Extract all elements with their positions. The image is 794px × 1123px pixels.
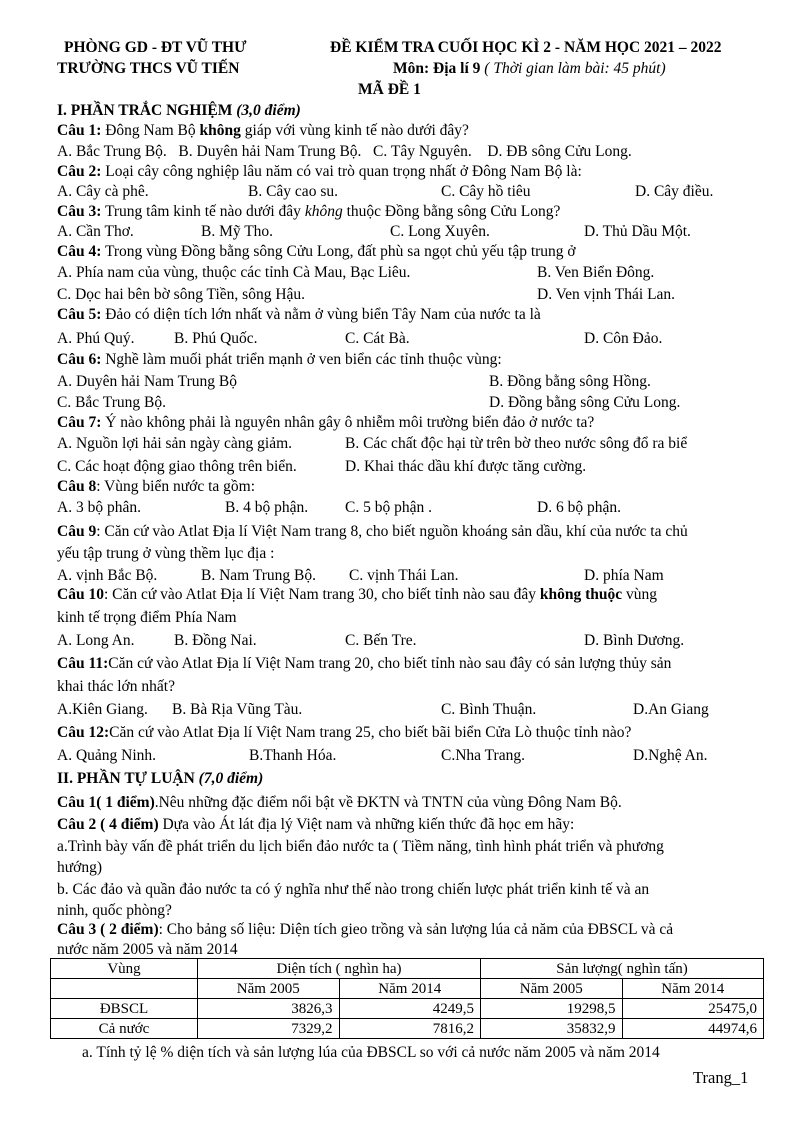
question-text: vùng	[622, 586, 658, 603]
option-a: A. Long An.	[57, 632, 135, 649]
essay-3a: a. Tính tỷ lệ % diện tích và sản lượng lúa của ĐBSCL so với cả nước năm 2005 và năm 2014	[82, 1044, 660, 1061]
question-text: Đông Nam Bộ	[101, 122, 200, 139]
part2-points: (7,0 điểm)	[194, 770, 264, 787]
question-label: Câu 10	[57, 586, 104, 603]
table-header-region: Vùng	[51, 959, 198, 979]
part1-heading	[57, 101, 301, 121]
question-text: : Vùng biển nước ta gồm:	[96, 478, 256, 495]
department-name: PHÒNG GD - ĐT VŨ THƯ	[64, 39, 247, 56]
question-11-cont: khai thác lớn nhất?	[57, 678, 175, 695]
question-2	[57, 162, 582, 182]
essay-3-cont: nước năm 2005 và năm 2014	[57, 941, 238, 958]
option-c: C. Bắc Trung Bộ.	[57, 394, 166, 411]
exam-title: ĐỀ KIỂM TRA CUỐI HỌC KÌ 2 - NĂM HỌC 2021 – 2022	[330, 39, 722, 56]
question-label: Câu 12:	[57, 724, 110, 741]
option-c: C. Bình Thuận.	[441, 701, 537, 718]
option-d: D. Đồng bằng sông Cửu Long.	[489, 394, 681, 411]
question-label: Câu 7:	[57, 414, 102, 431]
exam-code: MÃ ĐỀ 1	[358, 81, 421, 98]
question-text: Đảo có diện tích lớn nhất và nằm ở vùng biển Tây Nam của nước ta là	[101, 306, 541, 323]
question-6	[57, 350, 502, 370]
table-header-year: Năm 2014	[339, 979, 481, 999]
page-number: Trang_1	[693, 1068, 749, 1087]
option-d: D. Côn Đảo.	[584, 330, 663, 347]
table-header-output: Sản lượng( nghìn tấn)	[481, 959, 764, 979]
option-c: C. Các hoạt động giao thông trên biển.	[57, 458, 297, 475]
question-label: Câu 2:	[57, 163, 102, 180]
table-row-name: Cả nước	[51, 1019, 198, 1039]
question-text: : Căn cứ vào Atlat Địa lí Việt Nam trang 30, cho biết tỉnh nào sau đây	[103, 586, 540, 603]
data-table	[50, 958, 764, 1039]
question-emphasis: không	[304, 203, 343, 220]
question-text: giáp với vùng kinh tế nào dưới đây?	[240, 122, 469, 139]
option-b: B. Các chất độc hại từ trên bờ theo nước sông đổ ra biể	[345, 435, 688, 452]
option-c: C. Cát Bà.	[345, 330, 410, 347]
question-text: Trong vùng Đồng bằng sông Cửu Long, đất phù sa ngọt chủ yếu tập trung ở	[101, 243, 576, 260]
question-12	[57, 723, 631, 743]
table-cell: 3826,3	[198, 999, 340, 1019]
table-cell: 44974,6	[622, 1019, 764, 1039]
option-a: A. Nguồn lợi hải sản ngày càng giảm.	[57, 435, 293, 452]
question-label: Câu 11:	[57, 655, 109, 672]
option-a: A. Phú Quý.	[57, 330, 135, 347]
table-row-name: ĐBSCL	[51, 999, 198, 1019]
question-9-cont: yếu tập trung ở vùng thềm lục địa :	[57, 545, 275, 562]
option-a: A. vịnh Bắc Bộ.	[57, 567, 158, 584]
question-text: Trung tâm kinh tế nào dưới đây	[101, 203, 305, 220]
question-7	[57, 413, 594, 433]
part1-points: (3,0 điểm)	[232, 102, 301, 119]
school-name: TRƯỜNG THCS VŨ TIẾN	[57, 60, 240, 77]
option-c: C. vịnh Thái Lan.	[349, 567, 459, 584]
question-9	[57, 522, 688, 542]
table-header-area: Diện tích ( nghìn ha)	[198, 959, 481, 979]
option-b: B. Đồng Nai.	[174, 632, 257, 649]
question-5	[57, 305, 541, 325]
option-a: A. Cần Thơ.	[57, 223, 134, 240]
question-text: Loại cây công nghiệp lâu năm có vai trò quan trọng nhất ở Đông Nam Bộ là:	[101, 163, 582, 180]
table-cell: 19298,5	[481, 999, 623, 1019]
table-header-year: Năm 2014	[622, 979, 764, 999]
option-b: B. Ven Biển Đông.	[537, 264, 655, 281]
option-b: B. Mỹ Tho.	[201, 223, 274, 240]
question-label: Câu 9	[57, 523, 97, 540]
option-c: C. Dọc hai bên bờ sông Tiền, sông Hậu.	[57, 286, 306, 303]
table-cell-empty	[51, 979, 198, 999]
subject: Môn: Địa lí 9	[393, 60, 481, 77]
option-b: B. Nam Trung Bộ.	[201, 567, 316, 584]
option-a: A.Kiên Giang.	[57, 701, 148, 718]
essay-label: Câu 1( 1 điểm)	[57, 794, 155, 811]
option-b: B.Thanh Hóa.	[249, 747, 337, 764]
option-d: D. Thủ Dầu Một.	[584, 223, 691, 240]
essay-2	[57, 815, 574, 835]
option-a: A. Cây cà phê.	[57, 183, 149, 200]
part2-title: II. PHẦN TỰ LUẬN	[57, 770, 195, 787]
table-header-year: Năm 2005	[198, 979, 340, 999]
option-d: D. Khai thác dầu khí được tăng cường.	[345, 458, 587, 475]
option-c: C. Cây hồ tiêu	[441, 183, 531, 200]
duration: ( Thời gian làm bài: 45 phút)	[480, 60, 666, 77]
table-cell: 25475,0	[622, 999, 764, 1019]
question-8	[57, 477, 255, 497]
table-row	[51, 1019, 764, 1039]
subject-line	[393, 59, 666, 79]
option-a: A. Quảng Ninh.	[57, 747, 157, 764]
question-text: Nghề làm muối phát triển mạnh ở ven biển các tỉnh thuộc vùng:	[101, 351, 502, 368]
part1-title: I. PHẦN TRẮC NGHIỆM	[57, 102, 233, 119]
question-10	[57, 585, 757, 605]
essay-text: .Nêu những đặc điểm nổi bật về ĐKTN và TNTN của vùng Đông Nam Bộ.	[154, 794, 622, 811]
part2-heading	[57, 769, 263, 789]
option-a: A. 3 bộ phân.	[57, 499, 141, 516]
question-label: Câu 6:	[57, 351, 102, 368]
option-d: D.An Giang	[633, 701, 709, 718]
option-a: A. Phía nam của vùng, thuộc các tỉnh Cà Mau, Bạc Liêu.	[57, 264, 411, 281]
question-label: Câu 4:	[57, 243, 102, 260]
option-d: D. phía Nam	[584, 567, 664, 584]
question-emphasis: không thuộc	[539, 586, 623, 603]
table-header-year: Năm 2005	[481, 979, 623, 999]
option-b: B. 4 bộ phận.	[225, 499, 309, 516]
option-b: B. Phú Quốc.	[174, 330, 258, 347]
option-d: D.Nghệ An.	[633, 747, 708, 764]
table-row	[51, 999, 764, 1019]
essay-2a-cont: hướng)	[57, 859, 103, 876]
question-emphasis: không	[199, 122, 241, 139]
option-c: C. Bến Tre.	[345, 632, 417, 649]
essay-1	[57, 793, 622, 813]
question-4	[57, 242, 576, 262]
question-11	[57, 654, 671, 674]
option-a: A. Duyên hải Nam Trung Bộ	[57, 373, 237, 390]
question-text: Ý nào không phải là nguyên nhân gây ô nhiễm môi trường biển đảo ở nước ta?	[101, 414, 595, 431]
option-c: C.Nha Trang.	[441, 747, 525, 764]
essay-text: Dựa vào Át lát địa lý Việt nam và những kiến thức đã học em hãy:	[158, 816, 575, 833]
table-cell: 4249,5	[339, 999, 481, 1019]
question-3	[57, 202, 560, 222]
option-c: C. Long Xuyên.	[390, 223, 490, 240]
option-b: B. Bà Rịa Vũng Tàu.	[172, 701, 303, 718]
option-d: D. 6 bộ phận.	[537, 499, 621, 516]
question-text: : Căn cứ vào Atlat Địa lí Việt Nam trang 8, cho biết nguồn khoáng sản dầu, khí của nước ta chủ	[96, 523, 688, 540]
question-text: thuộc Đồng bằng sông Cửu Long?	[342, 203, 561, 220]
essay-2a: a.Trình bày vấn đề phát triển du lịch biển đảo nước ta ( Tiềm năng, tình hình phát triển và phương	[57, 838, 664, 855]
table-cell: 35832,9	[481, 1019, 623, 1039]
question-text: Căn cứ vào Atlat Địa lí Việt Nam trang 25, cho biết bãi biển Cửa Lò thuộc tỉnh nào?	[109, 724, 632, 741]
question-label: Câu 3:	[57, 203, 102, 220]
option-d: D. Cây điều.	[635, 183, 714, 200]
option-b: B. Cây cao su.	[248, 183, 338, 200]
option-c: C. 5 bộ phận .	[345, 499, 432, 516]
question-1	[57, 121, 469, 141]
question-label: Câu 1:	[57, 122, 102, 139]
essay-text: : Cho bảng số liệu: Diện tích gieo trồng và sản lượng lúa cả năm của ĐBSCL và cả	[158, 921, 674, 938]
question-1-options: A. Bắc Trung Bộ. B. Duyên hải Nam Trung Bộ. C. Tây Nguyên. D. ĐB sông Cửu Long.	[57, 143, 632, 160]
table-cell: 7816,2	[339, 1019, 481, 1039]
essay-label: Câu 3 ( 2 điểm)	[57, 921, 159, 938]
essay-2b: b. Các đảo và quần đảo nước ta có ý nghĩa như thế nào trong chiến lược phát triển kinh tế và an	[57, 881, 650, 898]
table-cell: 7329,2	[198, 1019, 340, 1039]
question-text: Căn cứ vào Atlat Địa lí Việt Nam trang 20, cho biết tỉnh nào sau đây có sản lượng thủy sản	[108, 655, 672, 672]
option-d: D. Ven vịnh Thái Lan.	[537, 286, 676, 303]
essay-2b-cont: ninh, quốc phòng?	[57, 902, 172, 919]
essay-label: Câu 2 ( 4 điểm)	[57, 816, 159, 833]
question-label: Câu 5:	[57, 306, 102, 323]
essay-3	[57, 920, 673, 940]
option-b: B. Đồng bằng sông Hồng.	[489, 373, 651, 390]
option-d: D. Bình Dương.	[584, 632, 685, 649]
question-label: Câu 8	[57, 478, 97, 495]
question-10-cont: kinh tế trọng điểm Phía Nam	[57, 609, 237, 626]
